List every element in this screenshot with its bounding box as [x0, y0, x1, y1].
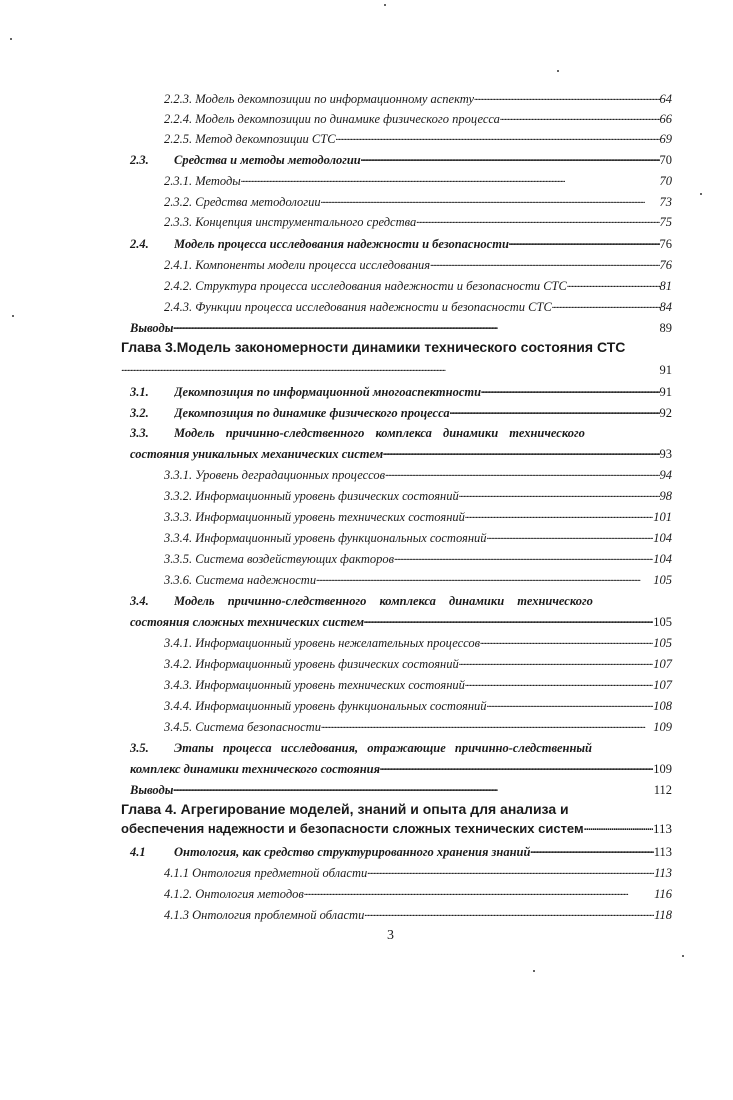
toc-entry: 3.3.6. Система надежности . . . 105	[164, 572, 672, 588]
toc-section: 2.3. Средства и методы методологии . . . 70	[130, 152, 672, 168]
toc-section: 2.4. Модель процесса исследования надежности и безопасности . . . 76	[130, 236, 672, 252]
page-number: 3	[387, 928, 394, 943]
toc-entry: 3.4.1. Информационный уровень нежелательных процессов . . . 105	[164, 635, 672, 651]
toc-entry: 2.4.3. Функции процесса исследования надежности и безопасности СТС . . . 84	[164, 299, 672, 315]
toc-chapter-page: . . . 91	[121, 362, 672, 378]
toc-section-cont: состояния уникальных механических систем . . . 93	[130, 446, 672, 462]
toc-entry: 4.1.2. Онтология методов . . . 116	[164, 886, 672, 902]
toc-entry: 3.3.2. Информационный уровень физических состояний . . . 98	[164, 488, 672, 504]
scan-speck	[12, 315, 14, 317]
toc-section: 3.5. Этапы процесса исследования, отражающие причинно-следственный	[130, 741, 593, 755]
scan-speck	[10, 38, 12, 40]
toc-chapter-cont: обеспечения надежности и безопасности сложных технических систем . . . 113	[121, 821, 672, 837]
toc-entry: 2.4.2. Структура процесса исследования надежности и безопасности СТС . . . 81	[164, 278, 672, 294]
toc-section-cont: комплекс динамики технического состояния . . . 109	[130, 761, 672, 777]
scan-speck	[384, 4, 386, 6]
scan-speck	[682, 955, 684, 957]
toc-conclusions: Выводы . . . 112	[130, 782, 672, 798]
toc-section: 4.1 Онтология, как средство структурированного хранения знаний . . . 113	[130, 844, 672, 860]
toc-entry: 2.2.4. Модель декомпозиции по динамике физического процесса . . . 66	[164, 111, 672, 127]
toc-entry: 2.3.2. Средства методологии . . . 73	[164, 194, 672, 210]
toc-section: 3.4. Модель причинно-следственного комплекса динамики технического	[130, 594, 593, 608]
chapter-heading: Глава 3.Модель закономерности динамики технического состояния СТС	[121, 339, 626, 355]
toc-entry: 3.4.5. Система безопасности . . . 109	[164, 719, 672, 735]
toc-entry: 2.3.1. Методы . . . 70	[164, 173, 672, 189]
toc-entry: 2.2.3. Модель декомпозиции по информационному аспекту . . . 64	[164, 91, 672, 107]
toc-section-cont: состояния сложных технических систем . . . 105	[130, 614, 672, 630]
toc-section: 3.2. Декомпозиция по динамике физического процесса . . . 92	[130, 405, 672, 421]
toc-entry: 2.2.5. Метод декомпозиции СТС . . . 69	[164, 131, 672, 147]
toc-entry: 3.4.4. Информационный уровень функциональных состояний . . . 108	[164, 698, 672, 714]
toc-entry: 3.3.1. Уровень деградационных процессов . . . 94	[164, 467, 672, 483]
toc-section: 3.1. Декомпозиция по информационной многоаспектности . . . 91	[130, 384, 672, 400]
toc-entry: 3.3.3. Информационный уровень технических состояний . . . 101	[164, 509, 672, 525]
toc-entry: 2.3.3. Концепция инструментального средства . . . 75	[164, 214, 672, 230]
chapter-heading: Глава 4. Агрегирование моделей, знаний и опыта для анализа и	[121, 801, 569, 817]
toc-entry: 4.1.3 Онтология проблемной области . . . 118	[164, 907, 672, 923]
scan-speck	[557, 70, 559, 72]
toc-entry: 4.1.1 Онтология предметной области . . . 113	[164, 865, 672, 881]
toc-conclusions: Выводы . . . 89	[130, 320, 672, 336]
toc-entry: 2.4.1. Компоненты модели процесса исследования . . . 76	[164, 257, 672, 273]
scan-speck	[700, 193, 702, 195]
toc-entry: 3.4.2. Информационный уровень физических состояний . . . 107	[164, 656, 672, 672]
toc-entry: 3.4.3. Информационный уровень технических состояний . . . 107	[164, 677, 672, 693]
scan-speck	[533, 970, 535, 972]
toc-entry: 3.3.4. Информационный уровень функциональных состояний . . . 104	[164, 530, 672, 546]
toc-entry: 3.3.5. Система воздействующих факторов . . . 104	[164, 551, 672, 567]
toc-section: 3.3. Модель причинно-следственного комплекса динамики технического	[130, 426, 585, 440]
